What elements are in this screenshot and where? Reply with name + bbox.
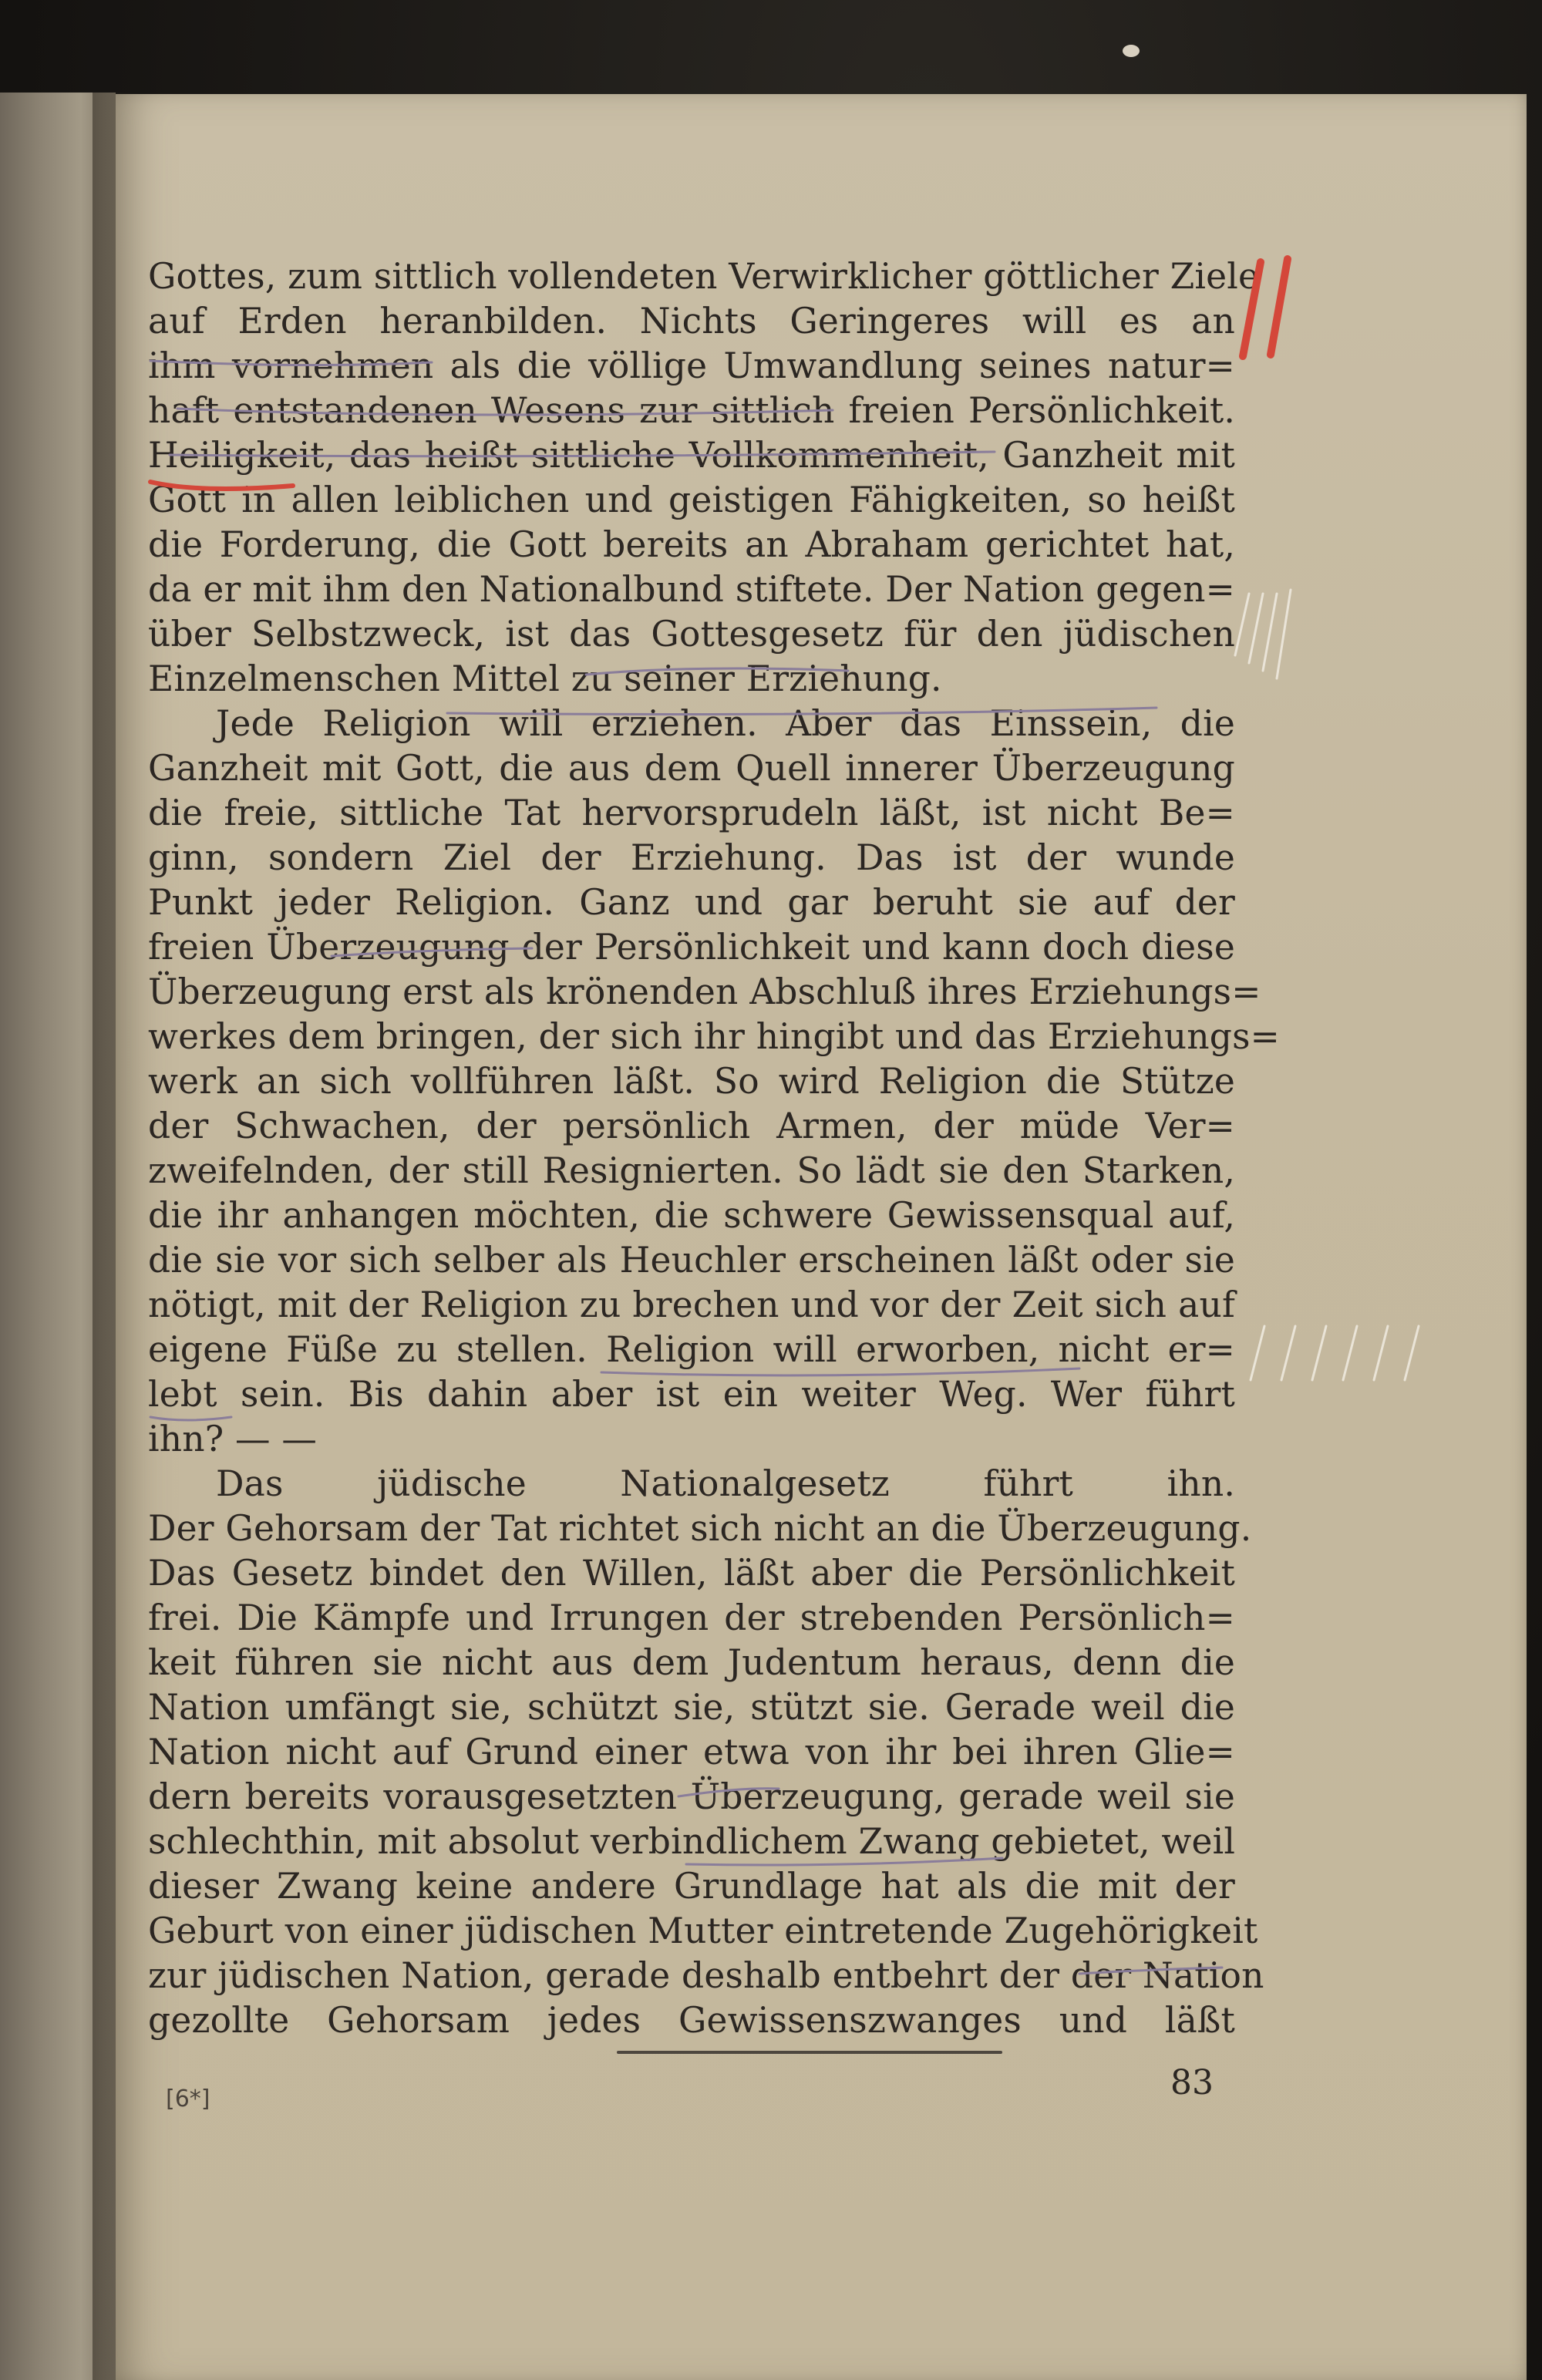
text-line: Jede Religion will erziehen. Aber das Einssein, die — [216, 703, 1235, 744]
text-line: Punkt jeder Religion. Ganz und gar beruht sie auf der — [148, 882, 1235, 923]
text-line: Überzeugung erst als krönenden Abschluß ihres Erziehungs= — [148, 971, 1261, 1012]
text-line: frei. Die Kämpfe und Irrungen der strebenden Persönlich= — [148, 1597, 1235, 1638]
text-line: Ganzheit mit Gott, die aus dem Quell innerer Überzeugung — [148, 748, 1235, 789]
text-line: über Selbstzweck, ist das Gottesgesetz für den jüdischen — [148, 614, 1235, 655]
text-line: Nation nicht auf Grund einer etwa von ihr bei ihren Glie= — [148, 1732, 1235, 1772]
text-line: Gott in allen leiblichen und geistigen Fähigkeiten, so heißt — [148, 480, 1235, 520]
text-line: Geburt von einer jüdischen Mutter eintretende Zugehörigkeit — [148, 1910, 1258, 1951]
text-line: Nation umfängt sie, schützt sie, stützt sie. Gerade weil die — [148, 1687, 1235, 1728]
text-line: keit führen sie nicht aus dem Judentum heraus, denn die — [148, 1642, 1235, 1683]
text-line: die freie, sittliche Tat hervorsprudeln läßt, ist nicht Be= — [148, 793, 1235, 833]
text-line: auf Erden heranbilden. Nichts Geringeres will es an — [148, 301, 1235, 342]
text-line: haft entstandenen Wesens zur sittlich freien Persönlichkeit. — [148, 390, 1235, 431]
text-line: zweifelnden, der still Resignierten. So lädt sie den Starken, — [148, 1150, 1235, 1191]
text-line: werk an sich vollführen läßt. So wird Religion die Stütze — [148, 1061, 1235, 1102]
text-line: ginn, sondern Ziel der Erziehung. Das ist der wunde — [148, 837, 1235, 878]
text-line: Einzelmenschen Mittel zu seiner Erziehung. — [148, 658, 942, 699]
text-line: da er mit ihm den Nationalbund stiftete. Der Nation gegen= — [148, 569, 1235, 610]
page-number: 83 — [1170, 2063, 1214, 2102]
text-line: freien Überzeugung der Persönlichkeit und kann doch diese — [148, 927, 1235, 968]
text-line: eigene Füße zu stellen. Religion will erworben, nicht er= — [148, 1329, 1235, 1370]
text-line: Heiligkeit, das heißt sittliche Vollkommenheit, Ganzheit mit — [148, 435, 1235, 476]
text-line: ihm vornehmen als die völlige Umwandlung seines natur= — [148, 345, 1235, 386]
text-line: dieser Zwang keine andere Grundlage hat als die mit der — [148, 1866, 1235, 1907]
text-line: lebt sein. Bis dahin aber ist ein weiter Weg. Wer führt — [148, 1374, 1235, 1415]
text-line: dern bereits vorausgesetzten Überzeugung, gerade weil sie — [148, 1776, 1235, 1817]
text-line: ihn? — — — [148, 1419, 318, 1459]
text-line: die ihr anhangen möchten, die schwere Gewissensqual auf, — [148, 1195, 1235, 1236]
text-line: Der Gehorsam der Tat richtet sich nicht an die Überzeugung. — [148, 1508, 1252, 1549]
text-line: die Forderung, die Gott bereits an Abraham gerichtet hat, — [148, 524, 1235, 565]
text-line: die sie vor sich selber als Heuchler erscheinen läßt oder sie — [148, 1240, 1235, 1281]
dust-spot — [1123, 45, 1140, 57]
text-line: schlechthin, mit absolut verbindlichem Zwang gebietet, weil — [148, 1821, 1236, 1862]
end-rule — [617, 2051, 1002, 2054]
text-line: der Schwachen, der persönlich Armen, der müde Ver= — [148, 1106, 1235, 1146]
text-line: Das jüdische Nationalgesetz führt ihn. — [216, 1463, 1235, 1504]
text-line: zur jüdischen Nation, gerade deshalb entbehrt der der Nation — [148, 1955, 1264, 1996]
text-line: Gottes, zum sittlich vollendeten Verwirklicher göttlicher Ziele — [148, 256, 1260, 297]
text-line: nötigt, mit der Religion zu brechen und vor der Zeit sich auf — [148, 1284, 1235, 1325]
text-line: Das Gesetz bindet den Willen, läßt aber die Persönlichkeit — [148, 1553, 1235, 1594]
text-line: werkes dem bringen, der sich ihr hingibt und das Erziehungs= — [148, 1016, 1280, 1057]
printer-signature: [6*] — [166, 2085, 210, 2112]
text-line: gezollte Gehorsam jedes Gewissenszwanges und läßt — [148, 2000, 1235, 2041]
